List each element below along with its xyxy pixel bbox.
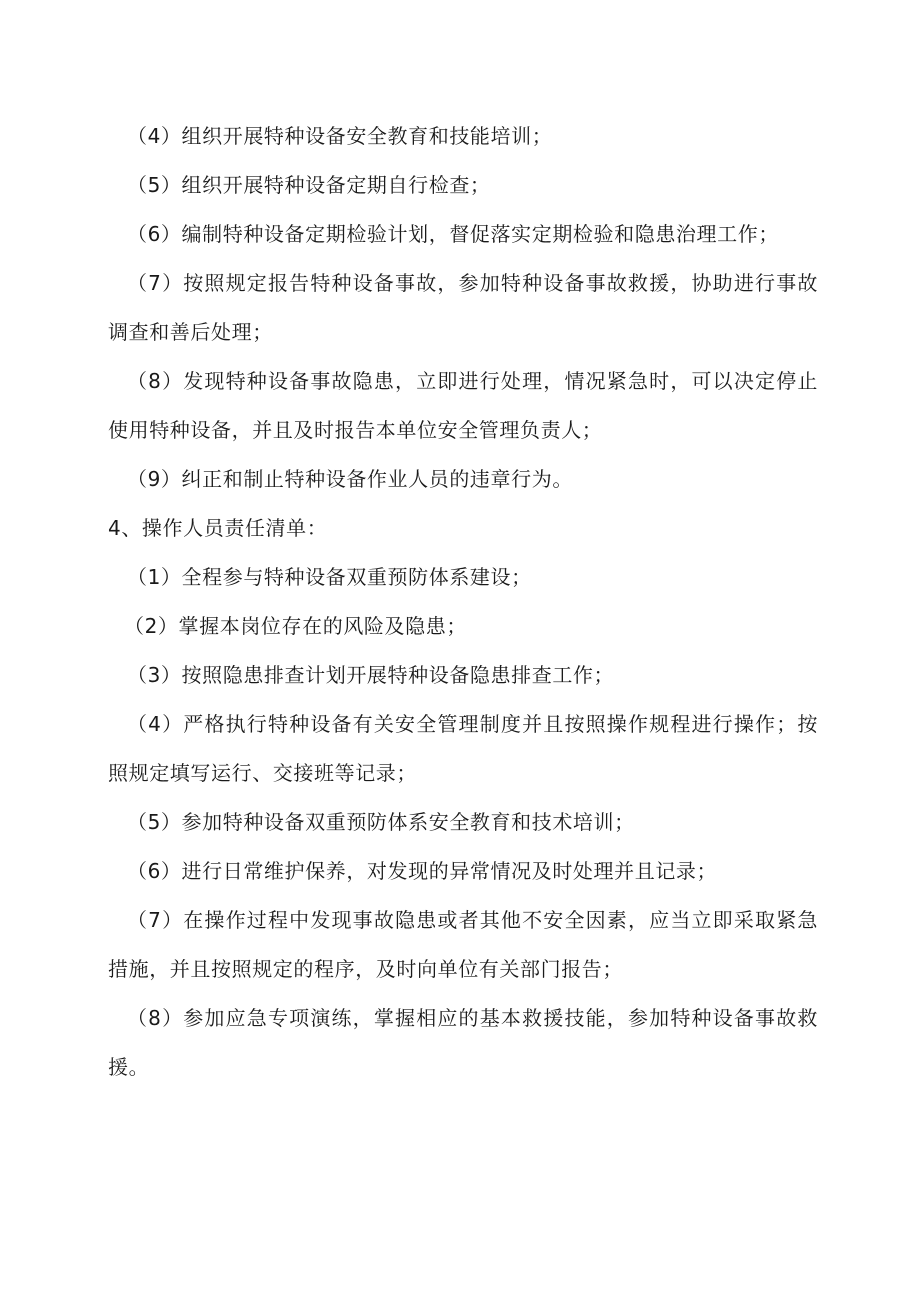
list-item: （1）全程参与特种设备双重预防体系建设； — [127, 565, 532, 589]
list-item: （7）在操作过程中发现事故隐患或者其他不安全因素，应当立即采取紧急措施，并且按照规定的程序，及时向单位有关部门报告； — [108, 908, 818, 981]
document-body — [108, 112, 818, 1092]
list-item: （6）进行日常维护保养，对发现的异常情况及时处理并且记录； — [127, 859, 718, 883]
list-item: （8）参加应急专项演练，掌握相应的基本救援技能，参加特种设备事故救援。 — [108, 1006, 818, 1079]
list-item: （2）掌握本岗位存在的风险及隐患； — [124, 614, 467, 638]
list-item: （8）发现特种设备事故隐患，立即进行处理，情况紧急时，可以决定停止使用特种设备，并且及时报告本单位安全管理负责人； — [108, 369, 818, 442]
list-item: （5）参加特种设备双重预防体系安全教育和技术培训； — [127, 810, 635, 834]
list-item: （4）组织开展特种设备安全教育和技能培训； — [127, 124, 553, 148]
list-item: （5）组织开展特种设备定期自行检查； — [127, 173, 491, 197]
list-item: （6）编制特种设备定期检验计划，督促落实定期检验和隐患治理工作； — [127, 222, 779, 246]
section-heading: 4、操作人员责任清单： — [108, 516, 328, 540]
list-item: （9）纠正和制止特种设备作业人员的违章行为。 — [127, 467, 573, 491]
list-item: （4）严格执行特种设备有关安全管理制度并且按照操作规程进行操作；按照规定填写运行、交接班等记录； — [108, 712, 818, 785]
list-item: （7）按照规定报告特种设备事故，参加特种设备事故救援，协助进行事故调查和善后处理； — [108, 271, 818, 344]
list-item: （3）按照隐患排查计划开展特种设备隐患排查工作； — [127, 663, 615, 687]
